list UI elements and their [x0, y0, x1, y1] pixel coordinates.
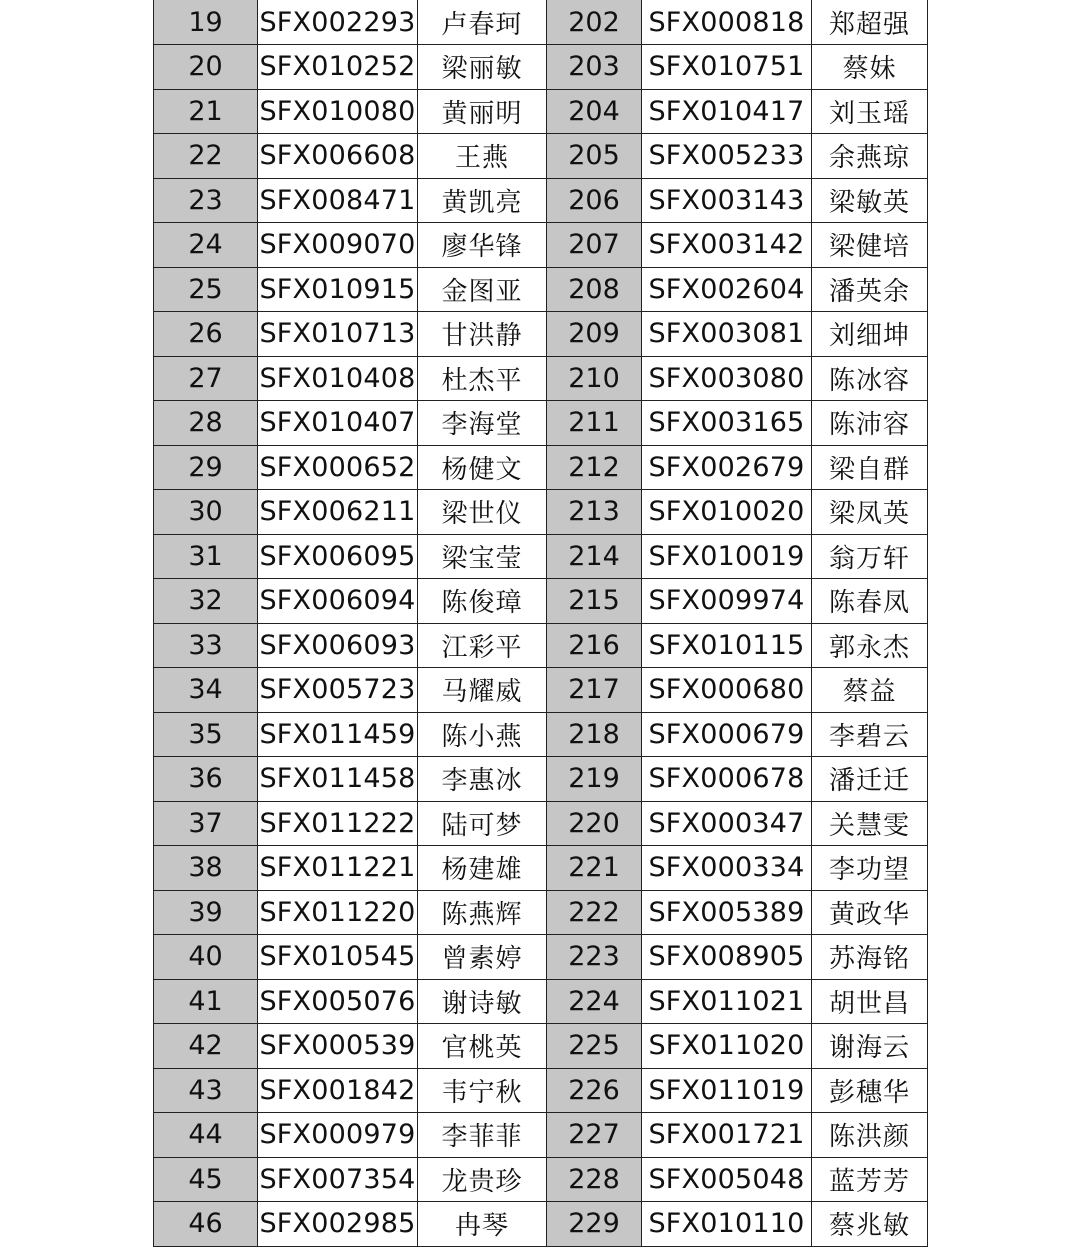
left-id-cell: SFX011221 [258, 846, 418, 891]
left-name-cell: 谢诗敏 [418, 979, 547, 1024]
right-number-cell: 218 [547, 712, 642, 757]
left-number-cell: 28 [154, 401, 258, 446]
left-name-cell: 陆可梦 [418, 801, 547, 846]
right-name-cell: 余燕琼 [812, 134, 928, 179]
right-id-cell: SFX005048 [642, 1157, 812, 1202]
left-number-cell: 30 [154, 490, 258, 535]
right-id-cell: SFX010115 [642, 623, 812, 668]
right-id-cell: SFX003143 [642, 178, 812, 223]
left-number-cell: 23 [154, 178, 258, 223]
right-id-cell: SFX009974 [642, 579, 812, 624]
right-id-cell: SFX008905 [642, 935, 812, 980]
table-row [154, 1157, 928, 1202]
table-row [154, 490, 928, 535]
right-id-cell: SFX000680 [642, 668, 812, 713]
right-id-cell: SFX010751 [642, 45, 812, 90]
right-name-cell: 潘英余 [812, 267, 928, 312]
right-name-cell: 梁凤英 [812, 490, 928, 535]
left-number-cell: 44 [154, 1113, 258, 1158]
left-id-cell: SFX000539 [258, 1024, 418, 1069]
left-id-cell: SFX006211 [258, 490, 418, 535]
right-number-cell: 211 [547, 401, 642, 446]
right-id-cell: SFX011021 [642, 979, 812, 1024]
right-name-cell: 梁敏英 [812, 178, 928, 223]
right-name-cell: 黄政华 [812, 890, 928, 935]
right-number-cell: 216 [547, 623, 642, 668]
table-row [154, 178, 928, 223]
left-name-cell: 杨建雄 [418, 846, 547, 891]
table-row [154, 267, 928, 312]
table-row [154, 89, 928, 134]
left-name-cell: 杨健文 [418, 445, 547, 490]
right-name-cell: 李功望 [812, 846, 928, 891]
left-name-cell: 金图亚 [418, 267, 547, 312]
left-id-cell: SFX010080 [258, 89, 418, 134]
right-number-cell: 228 [547, 1157, 642, 1202]
table-row [154, 401, 928, 446]
table-row [154, 890, 928, 935]
right-number-cell: 213 [547, 490, 642, 535]
right-name-cell: 梁健培 [812, 223, 928, 268]
table-row [154, 1024, 928, 1069]
right-number-cell: 215 [547, 579, 642, 624]
left-number-cell: 20 [154, 45, 258, 90]
left-number-cell: 24 [154, 223, 258, 268]
left-id-cell: SFX010915 [258, 267, 418, 312]
right-id-cell: SFX005389 [642, 890, 812, 935]
right-name-cell: 胡世昌 [812, 979, 928, 1024]
right-name-cell: 蔡益 [812, 668, 928, 713]
table-row [154, 935, 928, 980]
right-number-cell: 206 [547, 178, 642, 223]
right-name-cell: 谢海云 [812, 1024, 928, 1069]
right-number-cell: 214 [547, 534, 642, 579]
left-number-cell: 21 [154, 89, 258, 134]
table-row [154, 846, 928, 891]
right-id-cell: SFX002604 [642, 267, 812, 312]
left-id-cell: SFX006095 [258, 534, 418, 579]
right-name-cell: 苏海铭 [812, 935, 928, 980]
left-id-cell: SFX010407 [258, 401, 418, 446]
left-name-cell: 梁宝莹 [418, 534, 547, 579]
left-number-cell: 46 [154, 1202, 258, 1247]
left-number-cell: 38 [154, 846, 258, 891]
right-number-cell: 207 [547, 223, 642, 268]
right-number-cell: 221 [547, 846, 642, 891]
left-number-cell: 42 [154, 1024, 258, 1069]
left-number-cell: 27 [154, 356, 258, 401]
left-id-cell: SFX009070 [258, 223, 418, 268]
right-id-cell: SFX002679 [642, 445, 812, 490]
right-number-cell: 223 [547, 935, 642, 980]
table-row [154, 1113, 928, 1158]
right-name-cell: 郑超强 [812, 0, 928, 45]
right-name-cell: 陈春凤 [812, 579, 928, 624]
left-name-cell: 廖华锋 [418, 223, 547, 268]
table-row [154, 1202, 928, 1247]
table-row [154, 979, 928, 1024]
left-id-cell: SFX010713 [258, 312, 418, 357]
right-name-cell: 蔡妹 [812, 45, 928, 90]
right-number-cell: 226 [547, 1068, 642, 1113]
right-number-cell: 224 [547, 979, 642, 1024]
right-id-cell: SFX010417 [642, 89, 812, 134]
right-number-cell: 208 [547, 267, 642, 312]
left-id-cell: SFX011459 [258, 712, 418, 757]
right-name-cell: 翁万轩 [812, 534, 928, 579]
right-id-cell: SFX000818 [642, 0, 812, 45]
roster-body [154, 0, 928, 1246]
right-name-cell: 梁自群 [812, 445, 928, 490]
right-name-cell: 陈沛容 [812, 401, 928, 446]
table-row [154, 45, 928, 90]
left-name-cell: 卢春珂 [418, 0, 547, 45]
left-id-cell: SFX006608 [258, 134, 418, 179]
table-row [154, 579, 928, 624]
table-row [154, 712, 928, 757]
left-id-cell: SFX002293 [258, 0, 418, 45]
right-number-cell: 229 [547, 1202, 642, 1247]
table-row [154, 356, 928, 401]
table-row [154, 757, 928, 802]
left-name-cell: 冉琴 [418, 1202, 547, 1247]
right-name-cell: 蔡兆敏 [812, 1202, 928, 1247]
right-number-cell: 210 [547, 356, 642, 401]
right-number-cell: 219 [547, 757, 642, 802]
left-name-cell: 官桃英 [418, 1024, 547, 1069]
left-name-cell: 江彩平 [418, 623, 547, 668]
table-row [154, 1068, 928, 1113]
left-name-cell: 陈小燕 [418, 712, 547, 757]
table-row [154, 668, 928, 713]
left-number-cell: 26 [154, 312, 258, 357]
right-number-cell: 225 [547, 1024, 642, 1069]
left-id-cell: SFX001842 [258, 1068, 418, 1113]
left-id-cell: SFX010252 [258, 45, 418, 90]
right-id-cell: SFX010019 [642, 534, 812, 579]
left-number-cell: 22 [154, 134, 258, 179]
right-id-cell: SFX000678 [642, 757, 812, 802]
right-number-cell: 202 [547, 0, 642, 45]
right-id-cell: SFX010020 [642, 490, 812, 535]
left-number-cell: 43 [154, 1068, 258, 1113]
left-number-cell: 33 [154, 623, 258, 668]
left-id-cell: SFX007354 [258, 1157, 418, 1202]
left-name-cell: 王燕 [418, 134, 547, 179]
left-number-cell: 35 [154, 712, 258, 757]
table-row [154, 312, 928, 357]
roster-table [153, 0, 928, 1247]
left-number-cell: 45 [154, 1157, 258, 1202]
left-id-cell: SFX000979 [258, 1113, 418, 1158]
left-number-cell: 41 [154, 979, 258, 1024]
left-id-cell: SFX010545 [258, 935, 418, 980]
right-name-cell: 潘迁迁 [812, 757, 928, 802]
right-id-cell: SFX011020 [642, 1024, 812, 1069]
left-number-cell: 34 [154, 668, 258, 713]
right-id-cell: SFX001721 [642, 1113, 812, 1158]
left-id-cell: SFX002985 [258, 1202, 418, 1247]
table-row [154, 445, 928, 490]
right-name-cell: 关慧雯 [812, 801, 928, 846]
left-name-cell: 韦宁秋 [418, 1068, 547, 1113]
left-id-cell: SFX005076 [258, 979, 418, 1024]
left-id-cell: SFX008471 [258, 178, 418, 223]
left-number-cell: 40 [154, 935, 258, 980]
right-number-cell: 222 [547, 890, 642, 935]
right-id-cell: SFX003080 [642, 356, 812, 401]
left-name-cell: 李海堂 [418, 401, 547, 446]
right-number-cell: 227 [547, 1113, 642, 1158]
table-row [154, 134, 928, 179]
table-row [154, 534, 928, 579]
left-number-cell: 36 [154, 757, 258, 802]
right-number-cell: 203 [547, 45, 642, 90]
right-name-cell: 陈洪颜 [812, 1113, 928, 1158]
left-name-cell: 陈俊璋 [418, 579, 547, 624]
left-id-cell: SFX011220 [258, 890, 418, 935]
left-name-cell: 李惠冰 [418, 757, 547, 802]
right-name-cell: 刘细坤 [812, 312, 928, 357]
right-id-cell: SFX000347 [642, 801, 812, 846]
right-number-cell: 205 [547, 134, 642, 179]
left-name-cell: 李菲菲 [418, 1113, 547, 1158]
right-id-cell: SFX005233 [642, 134, 812, 179]
left-name-cell: 陈燕辉 [418, 890, 547, 935]
left-number-cell: 25 [154, 267, 258, 312]
table-row [154, 623, 928, 668]
right-id-cell: SFX000334 [642, 846, 812, 891]
right-id-cell: SFX003081 [642, 312, 812, 357]
right-name-cell: 郭永杰 [812, 623, 928, 668]
left-number-cell: 32 [154, 579, 258, 624]
left-name-cell: 黄丽明 [418, 89, 547, 134]
left-name-cell: 黄凯亮 [418, 178, 547, 223]
right-id-cell: SFX010110 [642, 1202, 812, 1247]
table-row [154, 801, 928, 846]
right-name-cell: 李碧云 [812, 712, 928, 757]
left-number-cell: 39 [154, 890, 258, 935]
left-name-cell: 龙贵珍 [418, 1157, 547, 1202]
left-id-cell: SFX010408 [258, 356, 418, 401]
left-id-cell: SFX011458 [258, 757, 418, 802]
left-id-cell: SFX006094 [258, 579, 418, 624]
right-number-cell: 217 [547, 668, 642, 713]
right-number-cell: 209 [547, 312, 642, 357]
left-id-cell: SFX011222 [258, 801, 418, 846]
left-id-cell: SFX005723 [258, 668, 418, 713]
left-name-cell: 梁世仪 [418, 490, 547, 535]
left-id-cell: SFX000652 [258, 445, 418, 490]
right-number-cell: 212 [547, 445, 642, 490]
right-name-cell: 彭穗华 [812, 1068, 928, 1113]
left-number-cell: 29 [154, 445, 258, 490]
left-number-cell: 37 [154, 801, 258, 846]
left-name-cell: 甘洪静 [418, 312, 547, 357]
left-name-cell: 马耀威 [418, 668, 547, 713]
left-number-cell: 31 [154, 534, 258, 579]
right-number-cell: 220 [547, 801, 642, 846]
left-number-cell: 19 [154, 0, 258, 45]
right-id-cell: SFX003142 [642, 223, 812, 268]
right-id-cell: SFX003165 [642, 401, 812, 446]
table-row [154, 223, 928, 268]
right-id-cell: SFX000679 [642, 712, 812, 757]
right-name-cell: 蓝芳芳 [812, 1157, 928, 1202]
table-row [154, 0, 928, 45]
left-name-cell: 曾素婷 [418, 935, 547, 980]
right-name-cell: 刘玉瑶 [812, 89, 928, 134]
left-name-cell: 杜杰平 [418, 356, 547, 401]
left-id-cell: SFX006093 [258, 623, 418, 668]
right-id-cell: SFX011019 [642, 1068, 812, 1113]
right-name-cell: 陈冰容 [812, 356, 928, 401]
right-number-cell: 204 [547, 89, 642, 134]
left-name-cell: 梁丽敏 [418, 45, 547, 90]
